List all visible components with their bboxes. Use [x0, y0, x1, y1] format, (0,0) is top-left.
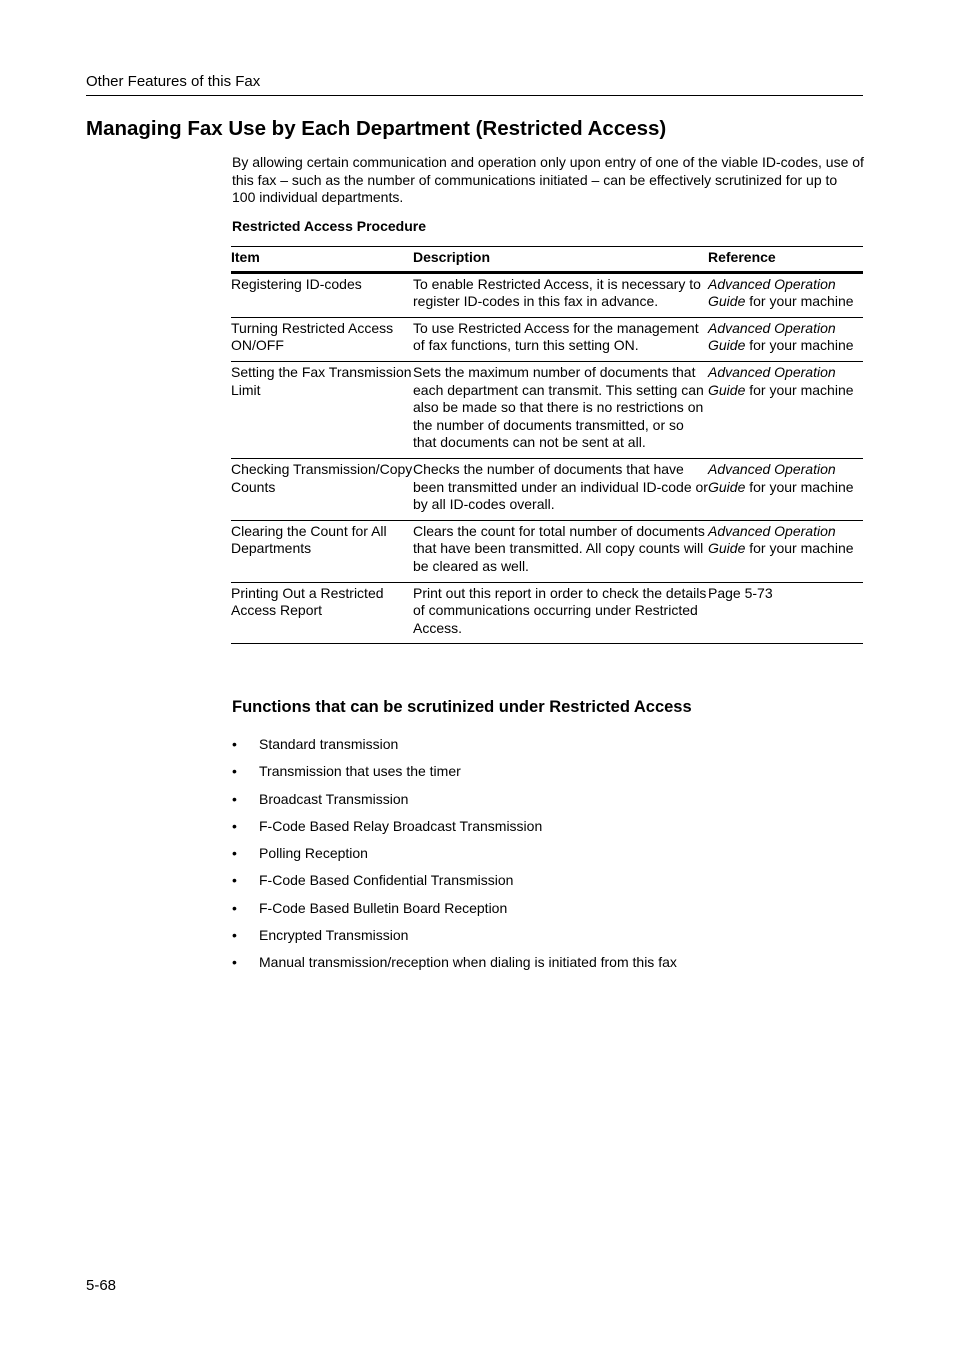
list-item-text: F-Code Based Relay Broadcast Transmission — [259, 817, 543, 834]
bullet-icon: • — [232, 845, 237, 862]
list-item — [232, 900, 677, 927]
bullet-icon: • — [232, 817, 237, 834]
bullet-icon: • — [232, 872, 237, 889]
table-row — [231, 361, 863, 458]
description-cell: Print out this report in order to check the details of communications occurring under Restricted Access. — [413, 582, 708, 644]
list-item — [232, 736, 677, 763]
item-cell: Registering ID-codes — [231, 272, 413, 317]
item-cell: Printing Out a Restricted Access Report — [231, 582, 413, 644]
list-item-text: Polling Reception — [259, 845, 368, 862]
page-number: 5-68 — [86, 1277, 117, 1294]
reference-cell — [708, 582, 863, 644]
list-item — [232, 818, 677, 845]
item-cell: Checking Transmission/Copy Counts — [231, 458, 413, 520]
list-item-text: Standard transmission — [259, 736, 399, 752]
column-header-description: Description — [413, 247, 708, 273]
bullet-icon: • — [232, 927, 237, 944]
column-header-item: Item — [231, 247, 413, 273]
bullet-icon: • — [232, 763, 237, 780]
list-item — [232, 791, 677, 818]
list-item — [232, 845, 677, 872]
reference-text: for your machine — [745, 478, 854, 495]
reference-cell — [708, 272, 863, 317]
reference-text: for your machine — [745, 381, 854, 398]
table-row — [231, 582, 863, 644]
reference-guide-title: Advanced Operation Guide — [708, 319, 836, 354]
reference-guide-title: Advanced Operation Guide — [708, 363, 836, 398]
description-cell: Checks the number of documents that have been transmitted under an individual ID-code or by all ID-codes overall. — [413, 458, 708, 520]
table-header-row — [231, 247, 863, 273]
reference-text: Page 5-73 — [708, 584, 773, 601]
reference-cell — [708, 520, 863, 582]
functions-list — [232, 736, 677, 982]
description-cell: Sets the maximum number of documents that each department can transmit. This setting can also be made so that there is no restrictions on the number of documents transmitted, or so that documents can not be sent at all. — [413, 361, 708, 458]
table-row — [231, 520, 863, 582]
column-header-reference: Reference — [708, 247, 863, 273]
item-cell: Setting the Fax Transmission Limit — [231, 361, 413, 458]
list-item — [232, 872, 677, 899]
procedure-table-title: Restricted Access Procedure — [232, 218, 427, 234]
reference-guide-title: Advanced Operation Guide — [708, 275, 836, 310]
reference-text: for your machine — [745, 337, 854, 354]
intro-paragraph: By allowing certain communication and operation only upon entry of one of the viable ID-codes, use of this fax – such as the number of communications initiated – can be effectively scrutinized for up to 100 individual departments. — [232, 154, 864, 206]
bullet-icon: • — [232, 954, 237, 971]
list-item-text: F-Code Based Confidential Transmission — [259, 872, 514, 889]
bullet-icon: • — [232, 790, 237, 807]
running-header: Other Features of this Fax — [86, 73, 863, 96]
reference-text: for your machine — [745, 540, 854, 557]
description-cell: To enable Restricted Access, it is necessary to register ID-codes in this fax in advance. — [413, 272, 708, 317]
reference-guide-title: Advanced Operation Guide — [708, 522, 836, 557]
reference-cell — [708, 317, 863, 361]
functions-section-title: Functions that can be scrutinized under Restricted Access — [232, 698, 692, 716]
reference-cell — [708, 361, 863, 458]
list-item — [232, 954, 677, 981]
bullet-icon: • — [232, 736, 237, 752]
table-row — [231, 317, 863, 361]
table-row — [231, 272, 863, 317]
reference-guide-title: Advanced Operation Guide — [708, 460, 836, 495]
item-cell: Turning Restricted Access ON/OFF — [231, 317, 413, 361]
list-item-text: Broadcast Transmission — [259, 790, 409, 807]
item-cell: Clearing the Count for All Departments — [231, 520, 413, 582]
list-item-text: F-Code Based Bulletin Board Reception — [259, 899, 508, 916]
list-item — [232, 927, 677, 954]
list-item-text: Encrypted Transmission — [259, 927, 409, 944]
reference-text: for your machine — [745, 293, 854, 310]
list-item — [232, 763, 677, 790]
list-item-text: Transmission that uses the timer — [259, 763, 461, 780]
description-cell: To use Restricted Access for the management of fax functions, turn this setting ON. — [413, 317, 708, 361]
reference-cell — [708, 458, 863, 520]
list-item-text: Manual transmission/reception when dialing is initiated from this fax — [259, 954, 677, 971]
bullet-icon: • — [232, 899, 237, 916]
page-title: Managing Fax Use by Each Department (Restricted Access) — [86, 117, 667, 140]
table-row — [231, 458, 863, 520]
procedure-table — [231, 246, 863, 644]
description-cell: Clears the count for total number of documents that have been transmitted. All copy counts will be cleared as well. — [413, 520, 708, 582]
